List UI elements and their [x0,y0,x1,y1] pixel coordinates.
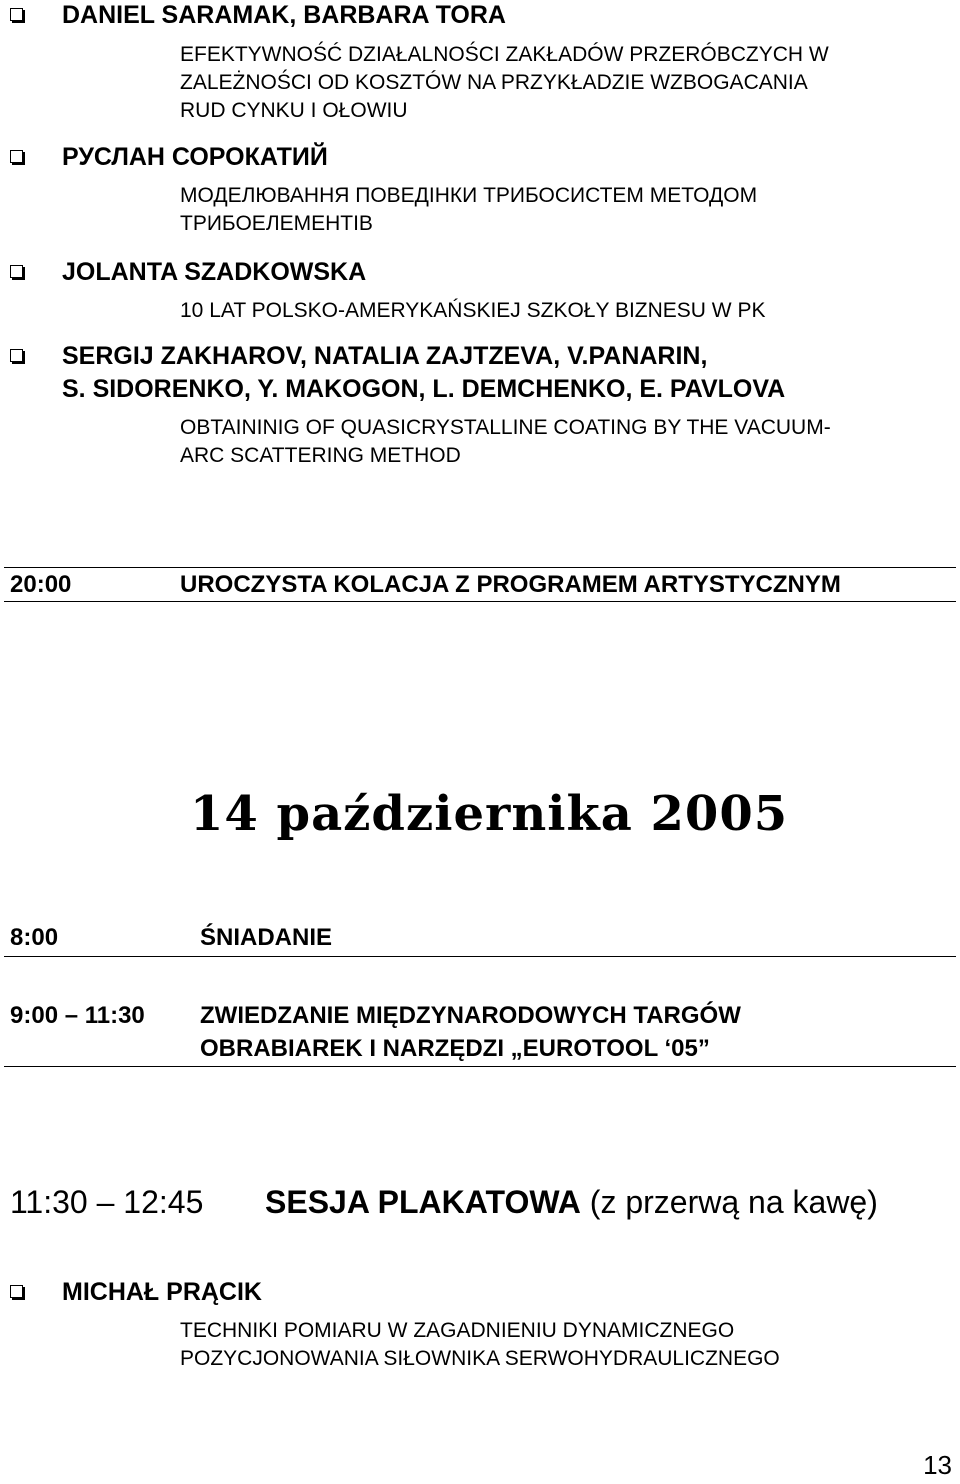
presentation-title: EFEKTYWNOŚĆ DZIAŁALNOŚCI ZAKŁADÓW PRZERÓBCZYCH W [180,43,829,66]
presentation-authors: MICHAŁ PRĄCIK [62,1278,262,1306]
presentation-title: ZALEŻNOŚCI OD KOSZTÓW NA PRZYKŁADZIE WZBOGACANIA [180,71,808,94]
divider [4,601,956,602]
checkbox-bullet-icon [10,1285,23,1298]
checkbox-bullet-icon [10,349,23,362]
schedule-time: 8:00 [10,924,59,951]
day-heading: 14 października 2005 [190,786,789,842]
presentation-title: МОДЕЛЮВАННЯ ПОВЕДІНКИ ТРИБОСИСТЕМ МЕТОДОМ [180,184,758,207]
presentation-authors: DANIEL SARAMAK, BARBARA TORA [62,1,506,29]
presentation-authors: РУСЛАН СОРОКАТИЙ [62,143,328,171]
presentation-title: POZYCJONOWANIA SIŁOWNIKA SERWOHYDRAULICZNEGO [180,1347,780,1370]
presentation-title: ТРИБОЕЛЕМЕНТІВ [180,212,373,235]
presentation-authors: SERGIJ ZAKHAROV, NATALIA ZAJTZEVA, V.PANARIN, [62,342,708,370]
divider [4,956,956,957]
checkbox-bullet-icon [10,150,23,163]
schedule-time: 11:30 – 12:45 [10,1184,204,1220]
schedule-event: ZWIEDZANIE MIĘDZYNARODOWYCH TARGÓW [200,1002,741,1029]
page-number: 13 [923,1450,952,1480]
checkbox-bullet-icon [10,265,23,278]
presentation-authors: S. SIDORENKO, Y. MAKOGON, L. DEMCHENKO, E. PAVLOVA [62,375,786,403]
presentation-authors: JOLANTA SZADKOWSKA [62,258,367,286]
schedule-time: 9:00 – 11:30 [10,1002,145,1029]
divider [4,1066,956,1067]
divider [4,567,956,568]
schedule-event: UROCZYSTA KOLACJA Z PROGRAMEM ARTYSTYCZNYM [180,571,841,598]
schedule-time: 20:00 [10,571,72,598]
session-note: (z przerwą na kawę) [580,1184,878,1220]
presentation-title: 10 LAT POLSKO-AMERYKAŃSKIEJ SZKOŁY BIZNESU W PK [180,299,766,322]
session-name: SESJA PLAKATOWA [265,1184,581,1220]
schedule-event: ŚNIADANIE [200,924,333,951]
presentation-title: RUD CYNKU I OŁOWIU [180,99,408,122]
presentation-title: TECHNIKI POMIARU W ZAGADNIENIU DYNAMICZNEGO [180,1319,735,1342]
schedule-event [265,1182,878,1222]
checkbox-bullet-icon [10,8,23,21]
presentation-title: OBTAININIG OF QUASICRYSTALLINE COATING BY THE VACUUM- [180,416,831,439]
presentation-title: ARC SCATTERING METHOD [180,444,461,467]
schedule-event: OBRABIAREK I NARZĘDZI „EUROTOOL ‘05” [200,1035,710,1062]
